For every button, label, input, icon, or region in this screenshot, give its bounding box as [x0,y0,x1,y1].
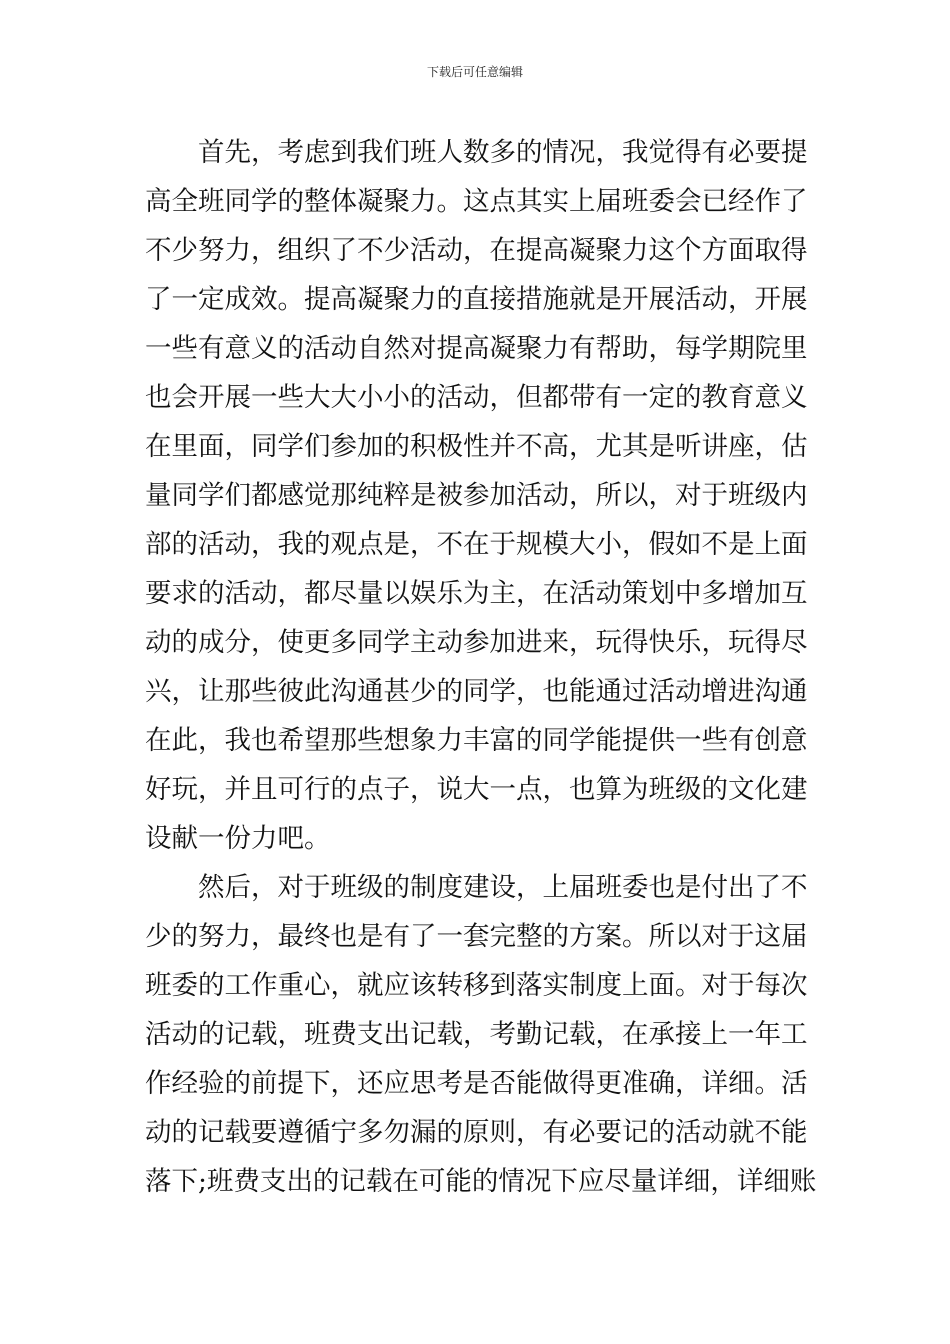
paragraph-line: 动的成分，使更多同学主动参加进来，玩得快乐，玩得尽 [145,627,808,658]
paragraph-line: 好玩，并且可行的点子，说大一点，也算为班级的文化建 [145,774,808,805]
page-header: 下载后可任意编辑 [426,65,523,79]
paragraph-line: 作经验的前提下，还应思考是否能做得更准确，详细。活 [145,1068,808,1099]
paragraph-line: 设献一份力吧。 [145,823,331,854]
paragraph-1 [145,128,810,863]
paragraph-line: 然后，对于班级的制度建设，上届班委也是付出了不 [198,872,808,903]
paragraph-line: 高全班同学的整体凝聚力。这点其实上届班委会已经作了 [145,186,808,217]
paragraph-line: 在此，我也希望那些想象力丰富的同学能提供一些有创意 [145,725,808,756]
paragraph-line: 兴，让那些彼此沟通甚少的同学，也能通过活动增进沟通 [145,676,808,707]
paragraph-line: 要求的活动，都尽量以娱乐为主，在活动策划中多增加互 [145,578,808,609]
paragraph-line: 落下;班费支出的记载在可能的情况下应尽量详细，详细账 [145,1166,817,1197]
paragraph-line: 不少努力，组织了不少活动，在提高凝聚力这个方面取得 [145,235,808,266]
paragraph-2 [145,863,817,1206]
paragraph-line: 了一定成效。提高凝聚力的直接措施就是开展活动，开展 [145,284,808,315]
paragraph-line: 少的努力，最终也是有了一套完整的方案。所以对于这届 [145,921,808,952]
paragraph-line: 在里面，同学们参加的积极性并不高，尤其是听讲座，估 [145,431,808,462]
paragraph-line: 班委的工作重心，就应该转移到落实制度上面。对于每次 [145,970,808,1001]
paragraph-line: 一些有意义的活动自然对提高凝聚力有帮助，每学期院里 [145,333,808,364]
paragraph-line: 动的记载要遵循宁多勿漏的原则，有必要记的活动就不能 [145,1117,808,1148]
paragraph-line: 部的活动，我的观点是，不在于规模大小，假如不是上面 [145,529,808,560]
document-body [145,128,817,1206]
paragraph-line: 首先，考虑到我们班人数多的情况，我觉得有必要提 [198,137,808,168]
paragraph-line: 量同学们都感觉那纯粹是被参加活动，所以，对于班级内 [145,480,808,511]
paragraph-line: 也会开展一些大大小小的活动，但都带有一定的教育意义 [145,382,808,413]
paragraph-line: 活动的记载，班费支出记载，考勤记载，在承接上一年工 [145,1019,808,1050]
